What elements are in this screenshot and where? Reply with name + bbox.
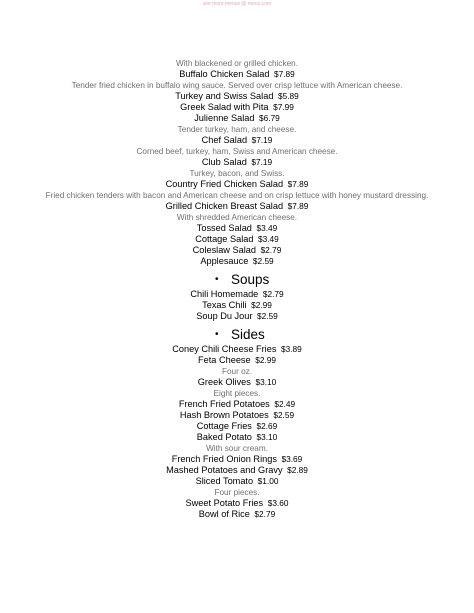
item-description: Four pieces. — [214, 488, 260, 497]
item-description: Tender turkey, ham, and cheese. — [177, 125, 297, 134]
menu-item — [0, 454, 474, 465]
menu-item — [0, 157, 474, 168]
bullet-icon: • — [215, 274, 219, 285]
menu-item-name: Applesauce — [200, 256, 249, 266]
menu-item — [0, 223, 474, 234]
menu-item-price: $7.99 — [273, 102, 294, 112]
menu-item-name: Turkey and Swiss Salad — [175, 91, 274, 101]
sides-section-heading — [0, 326, 474, 344]
menu-item-name: Chili Homemade — [190, 289, 259, 299]
menu-item — [0, 179, 474, 190]
menu-content — [0, 58, 474, 520]
menu-item-name: Coney Chili Cheese Fries — [172, 344, 277, 354]
menu-item-price: $2.49 — [274, 399, 296, 409]
item-description: Fried chicken tenders with bacon and American cheese and on crisp lettuce with honey mustard dressing. — [45, 191, 429, 200]
menu-item-name: Soup Du Jour — [196, 311, 253, 321]
menu-item — [0, 465, 474, 476]
menu-item-name: Cottage Fries — [196, 421, 252, 431]
menu-item — [0, 399, 474, 410]
menu-item-name: Greek Salad with Pita — [180, 102, 269, 112]
soups-list — [0, 289, 474, 322]
menu-item-price: $2.69 — [256, 421, 278, 431]
item-description: With blackened or grilled chicken. — [176, 59, 298, 68]
item-description: Corned beef, turkey, ham, Swiss and American cheese. — [136, 147, 338, 156]
menu-item-price: $3.49 — [258, 234, 279, 244]
menu-item-name: Sliced Tomato — [195, 476, 254, 486]
soups-section-heading — [0, 271, 474, 289]
sides-title: Sides — [231, 327, 265, 342]
menu-item-price: $3.69 — [281, 454, 303, 464]
menu-item — [0, 344, 474, 355]
menu-item-name: Hash Brown Potatoes — [179, 410, 269, 420]
item-description: With shredded American cheese. — [176, 213, 298, 222]
item-description: Four oz. — [221, 367, 253, 376]
menu-item-name: Chef Salad — [201, 135, 248, 145]
menu-item-price: $6.79 — [259, 113, 280, 123]
menu-item-name: Mashed Potatoes and Gravy — [166, 465, 283, 475]
menu-item-price: $3.10 — [255, 377, 277, 387]
menu-item-price: $3.89 — [280, 344, 302, 354]
menu-item-price: $2.59 — [252, 256, 274, 266]
menu-item-price: $7.19 — [251, 157, 273, 167]
menu-item-name: Julienne Salad — [194, 113, 255, 123]
menu-item-price: $2.99 — [255, 355, 276, 365]
menu-item-name: Texas Chili — [202, 300, 247, 310]
item-description: Tender fried chicken in buffalo wing sauce. Served over crisp lettuce with American cheese. — [71, 81, 403, 90]
menu-item — [0, 289, 474, 300]
menu-item — [0, 355, 474, 366]
menu-item — [0, 91, 474, 102]
menu-item-price: $2.79 — [262, 289, 284, 299]
menu-item — [0, 256, 474, 267]
menu-item-price: $7.89 — [274, 69, 295, 79]
sides-list — [0, 344, 474, 520]
bullet-icon: • — [215, 329, 219, 340]
menu-item-price: $2.79 — [254, 509, 276, 519]
item-description: Turkey, bacon, and Swiss. — [189, 169, 285, 178]
menu-item-name: Bowl of Rice — [198, 509, 250, 519]
menu-item-price: $3.10 — [256, 432, 278, 442]
menu-item-price: $2.59 — [256, 311, 278, 321]
menu-item-name: Buffalo Chicken Salad — [179, 69, 270, 79]
menu-item-name: Sweet Potato Fries — [185, 498, 264, 508]
menu-item — [0, 377, 474, 388]
menu-item-price: $1.00 — [257, 476, 279, 486]
menu-item-price: $3.60 — [267, 498, 289, 508]
watermark-text: see more menus @ menu.com — [202, 1, 272, 7]
item-description: With sour cream. — [206, 444, 268, 453]
menu-item-price: $2.79 — [260, 245, 282, 255]
menu-item — [0, 113, 474, 124]
menu-item — [0, 135, 474, 146]
menu-item — [0, 201, 474, 212]
item-description: Eight pieces. — [213, 389, 261, 398]
menu-item-price: $7.89 — [287, 179, 309, 189]
menu-item-name: Grilled Chicken Breast Salad — [165, 201, 284, 211]
menu-item — [0, 509, 474, 520]
menu-item — [0, 300, 474, 311]
menu-item — [0, 498, 474, 509]
menu-item-price: $2.99 — [251, 300, 272, 310]
menu-item-name: French Fried Onion Rings — [171, 454, 277, 464]
menu-item-price: $3.49 — [256, 223, 278, 233]
menu-item-name: Baked Potato — [196, 432, 252, 442]
menu-item-price: $5.89 — [278, 91, 299, 101]
menu-item — [0, 410, 474, 421]
soups-title: Soups — [231, 272, 270, 287]
menu-item-price: $2.89 — [287, 465, 308, 475]
menu-item — [0, 311, 474, 322]
salads-list — [0, 58, 474, 267]
menu-item-name: Greek Olives — [197, 377, 251, 387]
menu-item-name: Feta Cheese — [198, 355, 251, 365]
menu-item — [0, 421, 474, 432]
menu-item — [0, 245, 474, 256]
menu-item-price: $7.89 — [287, 201, 309, 211]
menu-item-name: Country Fried Chicken Salad — [165, 179, 284, 189]
menu-item — [0, 432, 474, 443]
menu-item — [0, 234, 474, 245]
menu-item-price: $2.59 — [273, 410, 295, 420]
menu-item — [0, 102, 474, 113]
menu-item — [0, 476, 474, 487]
menu-item-name: Coleslaw Salad — [192, 245, 256, 255]
menu-item-name: Tossed Salad — [196, 223, 252, 233]
menu-item-name: Club Salad — [201, 157, 247, 167]
menu-item — [0, 69, 474, 80]
menu-item-price: $7.19 — [251, 135, 273, 145]
menu-item-name: Cottage Salad — [195, 234, 254, 244]
menu-item-name: French Fried Potatoes — [178, 399, 270, 409]
